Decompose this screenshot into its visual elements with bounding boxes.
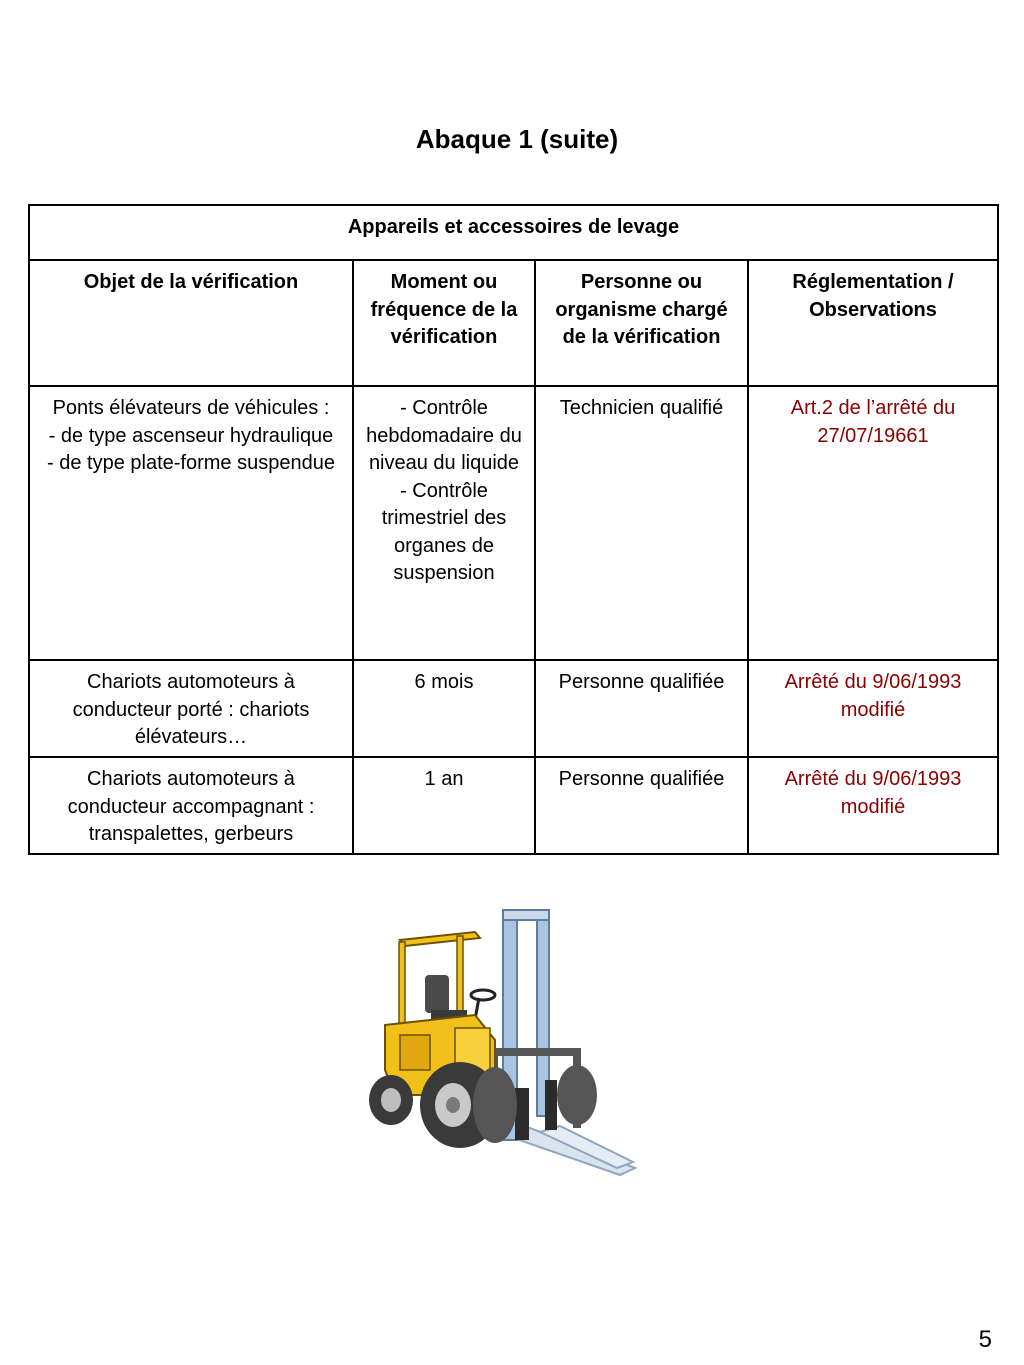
cell-moment — [353, 660, 535, 757]
table-row — [29, 757, 998, 854]
cell-reglementation: Arrêté du 9/06/1993 modifié — [748, 660, 998, 757]
page-title: Abaque 1 (suite) — [415, 124, 619, 154]
cell-personne: Personne qualifiée — [535, 660, 748, 757]
cell-line: Chariots automoteurs à conducteur porté : chariots élévateurs… — [72, 671, 310, 748]
cell-line: - Contrôle hebdomadaire du niveau du liquide — [366, 397, 522, 474]
forklift-icon — [355, 900, 645, 1190]
cell-line: - de type ascenseur hydraulique — [48, 424, 334, 447]
verification-table — [28, 204, 999, 855]
column-header-objet: Objet de la vérification — [29, 260, 353, 386]
cell-line: - de type plate-forme suspendue — [47, 452, 335, 474]
cell-line: 6 mois — [414, 671, 474, 693]
cell-objet — [29, 386, 353, 660]
cell-line: Chariots automoteurs à conducteur accompagnant : transpalettes, gerbeurs — [67, 768, 315, 845]
cell-personne: Technicien qualifié — [535, 386, 748, 660]
column-header-personne: Personne ou organisme chargé de la vérification — [535, 260, 748, 386]
cell-moment — [353, 757, 535, 854]
column-header-reglementation: Réglementation / Observations — [748, 260, 998, 386]
table-row — [29, 386, 998, 660]
cell-objet — [29, 757, 353, 854]
cell-personne: Personne qualifiée — [535, 757, 748, 854]
cell-reglementation: Art.2 de l’arrêté du 27/07/19661 — [748, 386, 998, 660]
cell-objet — [29, 660, 353, 757]
table-caption-row — [29, 205, 998, 260]
cell-reglementation: Arrêté du 9/06/1993 modifié — [748, 757, 998, 854]
cell-line: Ponts élévateurs de véhicules : — [52, 397, 330, 419]
page-number: 5 — [978, 1326, 992, 1353]
column-header-moment: Moment ou fréquence de la vérification — [353, 260, 535, 386]
cell-moment — [353, 386, 535, 660]
cell-line: - Contrôle trimestriel des organes de suspension — [381, 479, 507, 584]
table-header-row — [29, 260, 998, 386]
cell-line: 1 an — [424, 768, 464, 790]
table-row — [29, 660, 998, 757]
table-caption: Appareils et accessoires de levage — [29, 205, 998, 260]
